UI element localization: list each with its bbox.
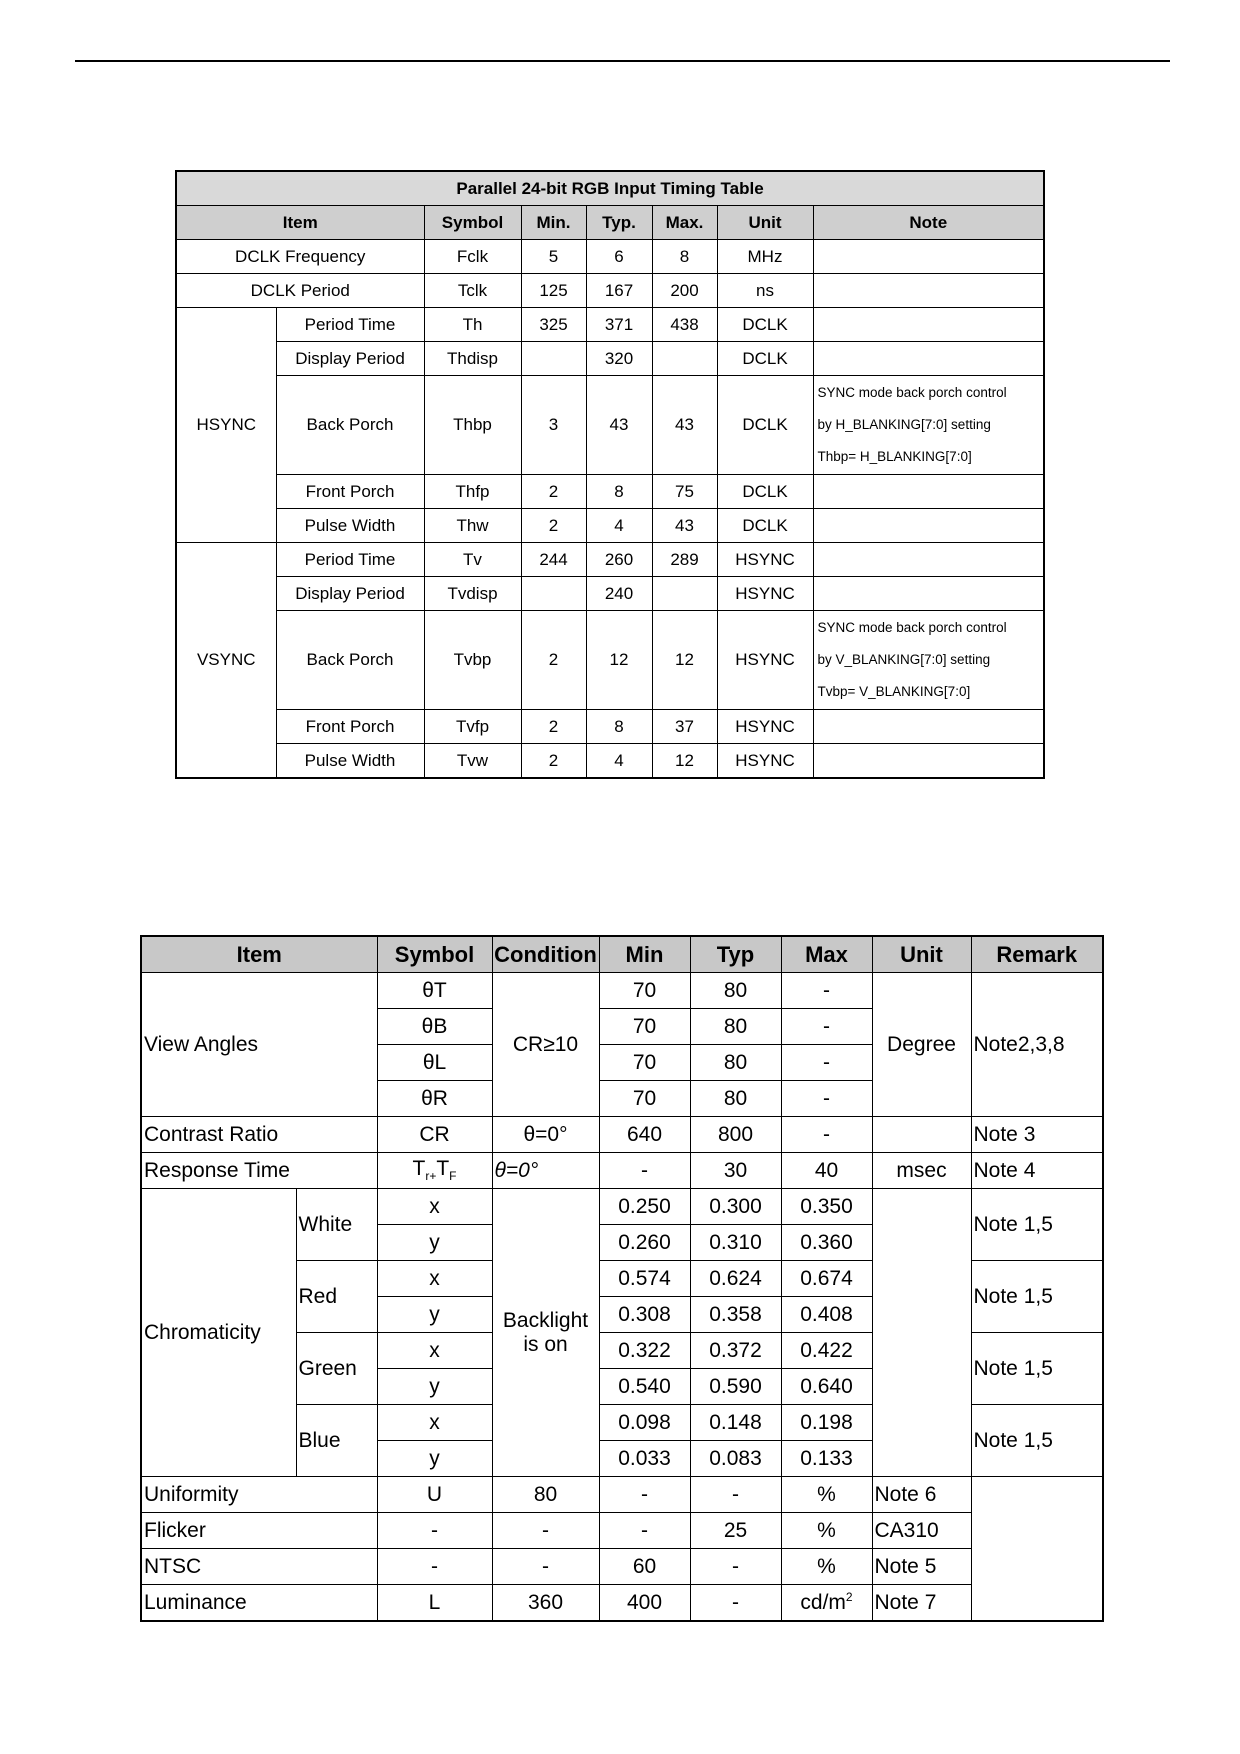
table-row <box>141 1189 1103 1225</box>
symbol-sub-f: F <box>449 1169 457 1184</box>
unit-cell: % <box>781 1477 872 1513</box>
view-angles-condition: CR≥10 <box>492 973 599 1117</box>
unit-cell: DCLK <box>717 342 813 376</box>
min-cell: 0.098 <box>599 1405 690 1441</box>
remark-cell: CA310 <box>872 1513 971 1549</box>
typ-cell: 0.624 <box>690 1261 781 1297</box>
symbol-cell: Thfp <box>424 475 521 509</box>
min-cell: 0.308 <box>599 1297 690 1333</box>
header-condition: Condition <box>492 936 599 973</box>
remark-cell: Note 1,5 <box>971 1189 1103 1261</box>
max-cell: - <box>690 1549 781 1585</box>
symbol-cell: Fclk <box>424 240 521 274</box>
typ-cell: 320 <box>586 342 652 376</box>
header-remark: Remark <box>971 936 1103 973</box>
item-cell: Period Time <box>276 308 424 342</box>
table-row <box>141 973 1103 1009</box>
max-cell: 0.350 <box>781 1189 872 1225</box>
max-cell: 43 <box>652 376 717 475</box>
note-line: by H_BLANKING[7:0] setting <box>817 417 991 432</box>
backlight-line-1: Backlight <box>502 1308 589 1332</box>
group-label: HSYNC <box>176 308 276 543</box>
typ-cell: 43 <box>586 376 652 475</box>
min-cell: 70 <box>599 1045 690 1081</box>
color-name-cell: Blue <box>296 1405 377 1477</box>
min-cell: 125 <box>521 274 586 308</box>
symbol-cell: Tvw <box>424 744 521 779</box>
max-cell: 0.422 <box>781 1333 872 1369</box>
unit-cell: DCLK <box>717 308 813 342</box>
view-angles-remark: Note2,3,8 <box>971 973 1103 1117</box>
optical-table <box>140 935 1104 1622</box>
header-unit: Unit <box>717 206 813 240</box>
max-cell: - <box>781 1045 872 1081</box>
max-cell: 0.133 <box>781 1441 872 1477</box>
item-cell: DCLK Period <box>176 274 424 308</box>
typ-cell: - <box>599 1477 690 1513</box>
symbol-cell: Thbp <box>424 376 521 475</box>
max-cell: 0.360 <box>781 1225 872 1261</box>
luminance-label: Luminance <box>141 1585 377 1622</box>
item-cell: Pulse Width <box>276 509 424 543</box>
header-item: Item <box>176 206 424 240</box>
note-cell <box>813 240 1044 274</box>
symbol-cell: - <box>377 1513 492 1549</box>
min-cell: 0.033 <box>599 1441 690 1477</box>
min-cell: - <box>599 1153 690 1189</box>
unit-cell: HSYNC <box>717 744 813 779</box>
typ-cell: 0.300 <box>690 1189 781 1225</box>
typ-cell: 8 <box>586 475 652 509</box>
max-cell: 43 <box>652 509 717 543</box>
max-cell: 289 <box>652 543 717 577</box>
table-row <box>176 240 1044 274</box>
remark-cell: Note 1,5 <box>971 1261 1103 1333</box>
min-cell: 2 <box>521 475 586 509</box>
view-angles-label: View Angles <box>141 973 377 1117</box>
note-cell <box>813 577 1044 611</box>
unit-cell: DCLK <box>717 376 813 475</box>
max-cell: - <box>781 973 872 1009</box>
note-cell <box>813 611 1044 710</box>
remark-cell: Note 1,5 <box>971 1405 1103 1477</box>
min-cell: 640 <box>599 1117 690 1153</box>
symbol-cell: x <box>377 1261 492 1297</box>
max-cell: 200 <box>652 274 717 308</box>
max-cell: 37 <box>652 710 717 744</box>
color-name-cell: Red <box>296 1261 377 1333</box>
max-cell: 12 <box>652 744 717 779</box>
min-cell: 2 <box>521 744 586 779</box>
item-cell: Front Porch <box>276 710 424 744</box>
typ-cell: 80 <box>690 1009 781 1045</box>
min-cell: 2 <box>521 611 586 710</box>
chromaticity-unit <box>872 1189 971 1477</box>
unit-cell: HSYNC <box>717 577 813 611</box>
header-typ: Typ <box>690 936 781 973</box>
uniformity-label: Uniformity <box>141 1477 377 1513</box>
table-row <box>176 577 1044 611</box>
max-cell: - <box>690 1477 781 1513</box>
min-cell: 244 <box>521 543 586 577</box>
symbol-cell: y <box>377 1441 492 1477</box>
typ-cell: 0.083 <box>690 1441 781 1477</box>
typ-cell: 400 <box>599 1585 690 1622</box>
typ-cell: 0.372 <box>690 1333 781 1369</box>
min-cell: 3 <box>521 376 586 475</box>
timing-table <box>175 170 1045 779</box>
typ-cell: 6 <box>586 240 652 274</box>
min-cell: 2 <box>521 509 586 543</box>
typ-cell: 80 <box>690 973 781 1009</box>
header-rule <box>75 60 1170 62</box>
symbol-cell: Thdisp <box>424 342 521 376</box>
symbol-cell: x <box>377 1333 492 1369</box>
flicker-label: Flicker <box>141 1513 377 1549</box>
typ-cell: 371 <box>586 308 652 342</box>
unit-cell: HSYNC <box>717 611 813 710</box>
unit-cell: % <box>781 1513 872 1549</box>
table-row <box>141 1153 1103 1189</box>
item-cell: DCLK Frequency <box>176 240 424 274</box>
max-cell: 12 <box>652 611 717 710</box>
max-cell: 0.674 <box>781 1261 872 1297</box>
table-row <box>141 1549 1103 1585</box>
min-cell: 360 <box>492 1585 599 1622</box>
typ-cell: 167 <box>586 274 652 308</box>
table-row <box>176 710 1044 744</box>
note-line: by V_BLANKING[7:0] setting <box>817 652 991 667</box>
group-label: VSYNC <box>176 543 276 779</box>
unit-cell: HSYNC <box>717 543 813 577</box>
symbol-cell: Thw <box>424 509 521 543</box>
note-cell <box>813 710 1044 744</box>
max-cell: 0.640 <box>781 1369 872 1405</box>
note-line: Tvbp= V_BLANKING[7:0] <box>817 684 971 699</box>
table-row <box>141 1513 1103 1549</box>
max-cell: 75 <box>652 475 717 509</box>
color-name-cell: White <box>296 1189 377 1261</box>
header-symbol: Symbol <box>424 206 521 240</box>
min-cell: 0.260 <box>599 1225 690 1261</box>
symbol-cell: Tv <box>424 543 521 577</box>
note-cell <box>813 475 1044 509</box>
remark-cell: Note 5 <box>872 1549 971 1585</box>
unit-cell: % <box>781 1549 872 1585</box>
min-cell: 0.250 <box>599 1189 690 1225</box>
typ-cell: 0.310 <box>690 1225 781 1261</box>
note-line: Thbp= H_BLANKING[7:0] <box>817 449 972 464</box>
table-row <box>176 342 1044 376</box>
typ-cell: 0.358 <box>690 1297 781 1333</box>
typ-cell: 80 <box>690 1045 781 1081</box>
symbol-t: T <box>412 1157 426 1181</box>
unit-cell: DCLK <box>717 475 813 509</box>
max-cell: 25 <box>690 1513 781 1549</box>
remark-cell: Note 7 <box>872 1585 971 1622</box>
item-cell: Period Time <box>276 543 424 577</box>
min-cell: 0.574 <box>599 1261 690 1297</box>
note-line: SYNC mode back porch control <box>817 385 1007 400</box>
symbol-cell: Tvdisp <box>424 577 521 611</box>
unit-cell <box>781 1585 872 1622</box>
item-cell: Back Porch <box>276 611 424 710</box>
table-row <box>176 274 1044 308</box>
timing-table-header-row <box>176 206 1044 240</box>
header-max: Max. <box>652 206 717 240</box>
typ-cell: 30 <box>690 1153 781 1189</box>
color-name-cell: Green <box>296 1333 377 1405</box>
typ-cell: 60 <box>599 1549 690 1585</box>
item-cell: Back Porch <box>276 376 424 475</box>
typ-cell: 0.590 <box>690 1369 781 1405</box>
header-min: Min <box>599 936 690 973</box>
remark-cell: Note 3 <box>971 1117 1103 1153</box>
remark-cell: Note 6 <box>872 1477 971 1513</box>
unit-superscript: 2 <box>845 1590 853 1604</box>
table-row <box>176 744 1044 779</box>
symbol-sub-r: r <box>425 1169 430 1184</box>
header-min: Min. <box>521 206 586 240</box>
symbol-cell: Tvbp <box>424 611 521 710</box>
ntsc-label: NTSC <box>141 1549 377 1585</box>
unit-cell: ns <box>717 274 813 308</box>
symbol-cell: x <box>377 1405 492 1441</box>
min-cell <box>521 577 586 611</box>
max-cell <box>652 342 717 376</box>
typ-cell: 8 <box>586 710 652 744</box>
symbol-cell: CR <box>377 1117 492 1153</box>
symbol-cell: U <box>377 1477 492 1513</box>
table-row <box>176 611 1044 710</box>
typ-cell: 800 <box>690 1117 781 1153</box>
header-symbol: Symbol <box>377 936 492 973</box>
note-cell <box>813 308 1044 342</box>
max-cell: 0.408 <box>781 1297 872 1333</box>
condition-cell: θ=0° <box>492 1117 599 1153</box>
typ-cell: 260 <box>586 543 652 577</box>
table-row <box>176 376 1044 475</box>
min-cell <box>521 342 586 376</box>
note-line: SYNC mode back porch control <box>817 620 1007 635</box>
typ-cell: 80 <box>690 1081 781 1117</box>
min-cell: 5 <box>521 240 586 274</box>
chromaticity-label: Chromaticity <box>141 1189 296 1477</box>
item-cell: Front Porch <box>276 475 424 509</box>
symbol-t: T <box>436 1157 450 1181</box>
max-cell: 0.198 <box>781 1405 872 1441</box>
max-cell: - <box>781 1009 872 1045</box>
unit-cell: msec <box>872 1153 971 1189</box>
typ-cell: 4 <box>586 744 652 779</box>
symbol-cell: θT <box>377 973 492 1009</box>
max-cell: 40 <box>781 1153 872 1189</box>
typ-cell: 0.148 <box>690 1405 781 1441</box>
response-label: Response Time <box>141 1153 377 1189</box>
symbol-cell: - <box>377 1549 492 1585</box>
backlight-line-2: is on <box>523 1332 568 1356</box>
symbol-cell: Th <box>424 308 521 342</box>
item-cell: Pulse Width <box>276 744 424 779</box>
condition-cell: θ=0° <box>492 1153 599 1189</box>
unit-cell <box>872 1117 971 1153</box>
contrast-label: Contrast Ratio <box>141 1117 377 1153</box>
symbol-cell: θB <box>377 1009 492 1045</box>
note-cell <box>813 543 1044 577</box>
max-cell: 8 <box>652 240 717 274</box>
header-note: Note <box>813 206 1044 240</box>
typ-cell: 12 <box>586 611 652 710</box>
symbol-cell: y <box>377 1225 492 1261</box>
min-cell: 70 <box>599 1081 690 1117</box>
table-row <box>141 1585 1103 1622</box>
symbol-plus: + <box>429 1169 437 1184</box>
remark-cell: Note 1,5 <box>971 1333 1103 1405</box>
table-row <box>176 308 1044 342</box>
typ-cell: - <box>599 1513 690 1549</box>
unit-cell: HSYNC <box>717 710 813 744</box>
max-cell: - <box>781 1081 872 1117</box>
min-cell: 2 <box>521 710 586 744</box>
typ-cell: 4 <box>586 509 652 543</box>
table-row <box>141 1117 1103 1153</box>
max-cell: 438 <box>652 308 717 342</box>
table-row <box>176 475 1044 509</box>
min-cell: 70 <box>599 1009 690 1045</box>
max-cell: - <box>690 1585 781 1622</box>
min-cell: 70 <box>599 973 690 1009</box>
symbol-cell: L <box>377 1585 492 1622</box>
header-max: Max <box>781 936 872 973</box>
min-cell: 0.322 <box>599 1333 690 1369</box>
min-cell: - <box>492 1513 599 1549</box>
item-cell: Display Period <box>276 577 424 611</box>
note-cell <box>813 509 1044 543</box>
min-cell: 0.540 <box>599 1369 690 1405</box>
min-cell: - <box>492 1549 599 1585</box>
symbol-cell: x <box>377 1189 492 1225</box>
unit-cell: DCLK <box>717 509 813 543</box>
unit-text: cd/m <box>800 1591 846 1614</box>
symbol-cell: θR <box>377 1081 492 1117</box>
symbol-cell: Tclk <box>424 274 521 308</box>
symbol-cell: y <box>377 1369 492 1405</box>
typ-cell: 240 <box>586 577 652 611</box>
header-typ: Typ. <box>586 206 652 240</box>
max-cell <box>652 577 717 611</box>
symbol-cell: Tvfp <box>424 710 521 744</box>
table-row <box>141 1477 1103 1513</box>
note-cell <box>813 744 1044 779</box>
note-cell <box>813 376 1044 475</box>
view-angles-unit: Degree <box>872 973 971 1117</box>
header-unit: Unit <box>872 936 971 973</box>
remark-cell: Note 4 <box>971 1153 1103 1189</box>
min-cell: 325 <box>521 308 586 342</box>
min-cell: 80 <box>492 1477 599 1513</box>
symbol-cell: y <box>377 1297 492 1333</box>
unit-cell: MHz <box>717 240 813 274</box>
table-row <box>176 543 1044 577</box>
symbol-cell: θL <box>377 1045 492 1081</box>
header-item: Item <box>141 936 377 973</box>
item-cell: Display Period <box>276 342 424 376</box>
optical-table-header-row <box>141 936 1103 973</box>
max-cell: - <box>781 1117 872 1153</box>
symbol-cell <box>377 1153 492 1189</box>
backlight-condition <box>492 1189 599 1477</box>
note-cell <box>813 342 1044 376</box>
table-row <box>176 509 1044 543</box>
timing-table-title: Parallel 24-bit RGB Input Timing Table <box>176 171 1044 206</box>
note-cell <box>813 274 1044 308</box>
